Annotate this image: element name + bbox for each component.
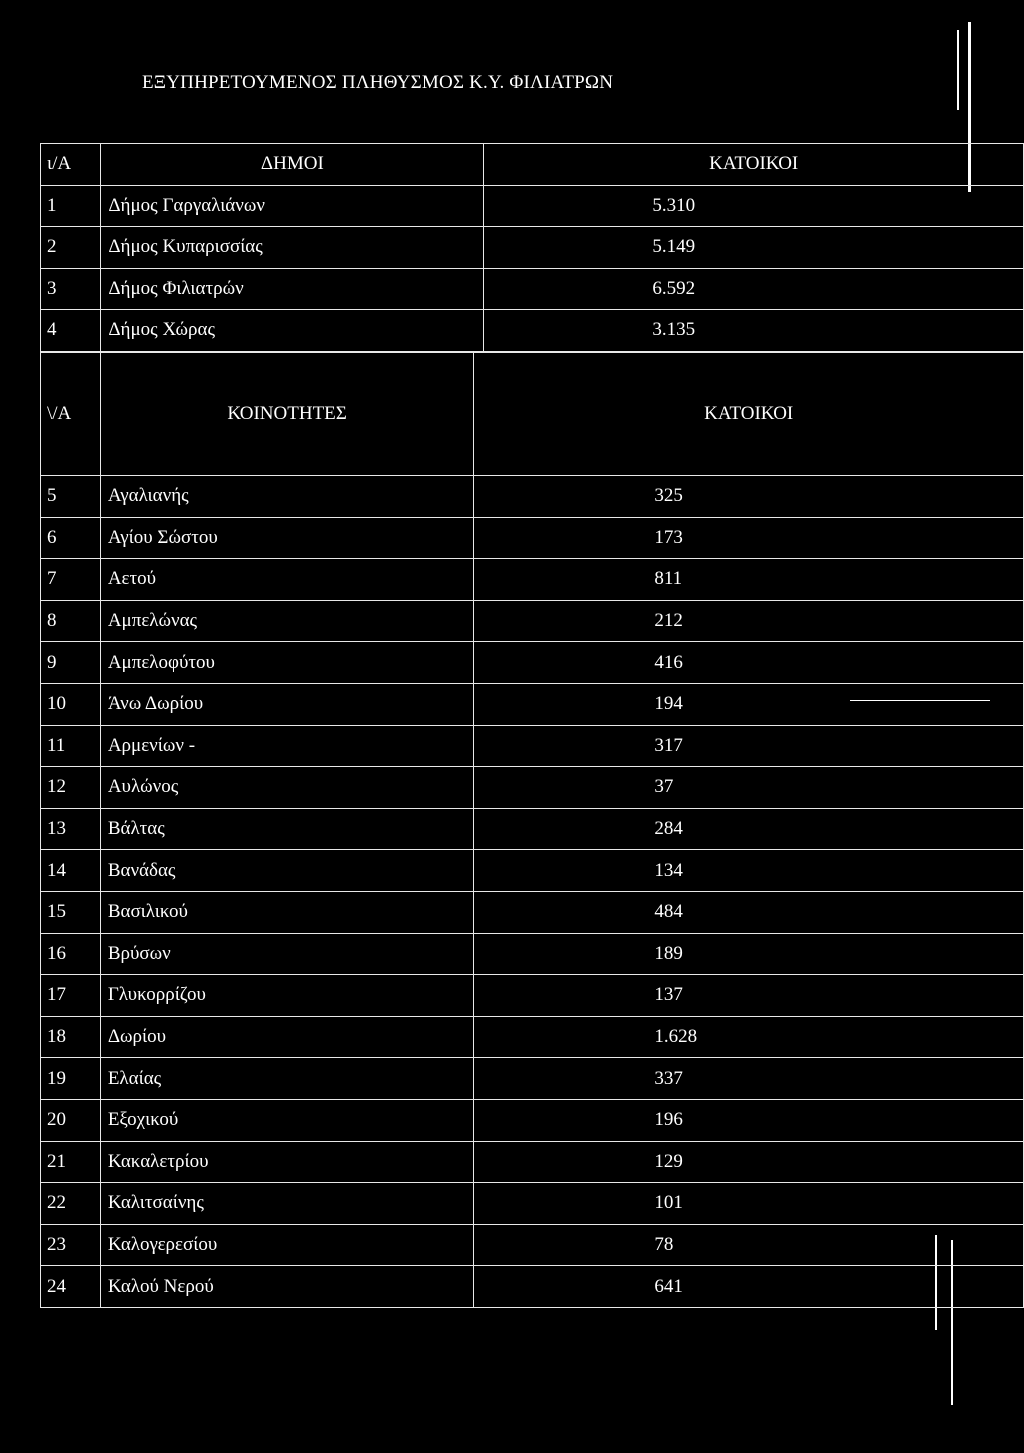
row-name: Βάλτας [100, 808, 474, 850]
row-num: 21 [41, 1141, 101, 1183]
row-name: Δήμος Χώρας [101, 310, 484, 352]
row-value: 173 [474, 517, 1024, 559]
row-num: 13 [41, 808, 101, 850]
table-header-row [41, 144, 1024, 186]
table-row [41, 642, 1024, 684]
table-row [41, 268, 1024, 310]
communities-table [40, 352, 1024, 1308]
row-value: 101 [474, 1183, 1024, 1225]
row-value: 37 [474, 767, 1024, 809]
row-value: 416 [474, 642, 1024, 684]
row-value: 325 [474, 476, 1024, 518]
row-value: 129 [474, 1141, 1024, 1183]
row-num: 16 [41, 933, 101, 975]
row-name: Αγαλιανής [100, 476, 474, 518]
table-row [41, 227, 1024, 269]
row-num: 12 [41, 767, 101, 809]
table-row [41, 1141, 1024, 1183]
table-row [41, 517, 1024, 559]
row-name: Αρμενίων - [100, 725, 474, 767]
row-name: Δήμος Γαργαλιάνων [101, 185, 484, 227]
row-value: 5.310 [484, 185, 1024, 227]
row-value: 189 [474, 933, 1024, 975]
table-row [41, 975, 1024, 1017]
table-row [41, 808, 1024, 850]
table-row [41, 683, 1024, 725]
header-communities: ΚΟΙΝΟΤΗΤΕΣ [100, 353, 474, 476]
row-name: Βρύσων [100, 933, 474, 975]
row-num: 5 [41, 476, 101, 518]
row-name: Αμπελώνας [100, 600, 474, 642]
row-value: 1.628 [474, 1016, 1024, 1058]
table-row [41, 476, 1024, 518]
row-num: 24 [41, 1266, 101, 1308]
row-value: 137 [474, 975, 1024, 1017]
page-title: ΕΞΥΠΗΡΕΤΟΥΜΕΝΟΣ ΠΛΗΘΥΣΜΟΣ Κ.Υ. ΦΙΛΙΑΤΡΩΝ [142, 72, 614, 93]
row-name: Γλυκορρίζου [100, 975, 474, 1017]
row-num: 14 [41, 850, 101, 892]
row-num: 22 [41, 1183, 101, 1225]
header-num: \/Α [41, 353, 101, 476]
row-value: 337 [474, 1058, 1024, 1100]
municipalities-table [40, 143, 1024, 352]
row-name: Αυλώνος [100, 767, 474, 809]
row-num: 17 [41, 975, 101, 1017]
row-num: 19 [41, 1058, 101, 1100]
table-row [41, 850, 1024, 892]
table-row [41, 725, 1024, 767]
row-name: Ελαίας [100, 1058, 474, 1100]
row-value: 484 [474, 891, 1024, 933]
table-row [41, 1224, 1024, 1266]
header-residents: ΚΑΤΟΙΚΟΙ [484, 144, 1024, 186]
scan-line-right-top-1 [957, 30, 959, 110]
table-row [41, 933, 1024, 975]
header-residents: ΚΑΤΟΙΚΟΙ [474, 353, 1024, 476]
row-name: Κακαλετρίου [100, 1141, 474, 1183]
row-name: Αετού [100, 559, 474, 601]
row-name: Εξοχικού [100, 1099, 474, 1141]
table-row [41, 767, 1024, 809]
row-name: Βασιλικού [100, 891, 474, 933]
row-value: 811 [474, 559, 1024, 601]
row-name: Καλογερεσίου [100, 1224, 474, 1266]
row-num: 11 [41, 725, 101, 767]
row-num: 7 [41, 559, 101, 601]
row-value: 641 [474, 1266, 1024, 1308]
table-row [41, 185, 1024, 227]
row-num: 3 [41, 268, 101, 310]
table-row [41, 891, 1024, 933]
row-num: 1 [41, 185, 101, 227]
row-name: Δήμος Κυπαρισσίας [101, 227, 484, 269]
table-row [41, 600, 1024, 642]
table-row [41, 1058, 1024, 1100]
row-num: 15 [41, 891, 101, 933]
table-row [41, 1099, 1024, 1141]
row-name: Δωρίου [100, 1016, 474, 1058]
row-num: 6 [41, 517, 101, 559]
row-name: Καλιτσαίνης [100, 1183, 474, 1225]
table-row [41, 310, 1024, 352]
row-num: 20 [41, 1099, 101, 1141]
row-num: 9 [41, 642, 101, 684]
row-name: Άνω Δωρίου [100, 683, 474, 725]
row-value: 6.592 [484, 268, 1024, 310]
row-value: 284 [474, 808, 1024, 850]
header-municipalities: ΔΗΜΟΙ [101, 144, 484, 186]
row-num: 8 [41, 600, 101, 642]
header-num: ι/Α [41, 144, 101, 186]
row-name: Δήμος Φιλιατρών [101, 268, 484, 310]
row-num: 2 [41, 227, 101, 269]
row-value: 194 [474, 683, 1024, 725]
table-header-row [41, 353, 1024, 476]
table-row [41, 1016, 1024, 1058]
row-num: 18 [41, 1016, 101, 1058]
table-row [41, 1183, 1024, 1225]
table-row [41, 559, 1024, 601]
row-name: Βανάδας [100, 850, 474, 892]
row-num: 23 [41, 1224, 101, 1266]
row-num: 10 [41, 683, 101, 725]
row-name: Καλού Νερού [100, 1266, 474, 1308]
row-value: 134 [474, 850, 1024, 892]
row-value: 212 [474, 600, 1024, 642]
row-value: 317 [474, 725, 1024, 767]
row-value: 3.135 [484, 310, 1024, 352]
row-value: 5.149 [484, 227, 1024, 269]
row-name: Αγίου Σώστου [100, 517, 474, 559]
row-num: 4 [41, 310, 101, 352]
row-value: 78 [474, 1224, 1024, 1266]
row-value: 196 [474, 1099, 1024, 1141]
table-row [41, 1266, 1024, 1308]
row-name: Αμπελοφύτου [100, 642, 474, 684]
